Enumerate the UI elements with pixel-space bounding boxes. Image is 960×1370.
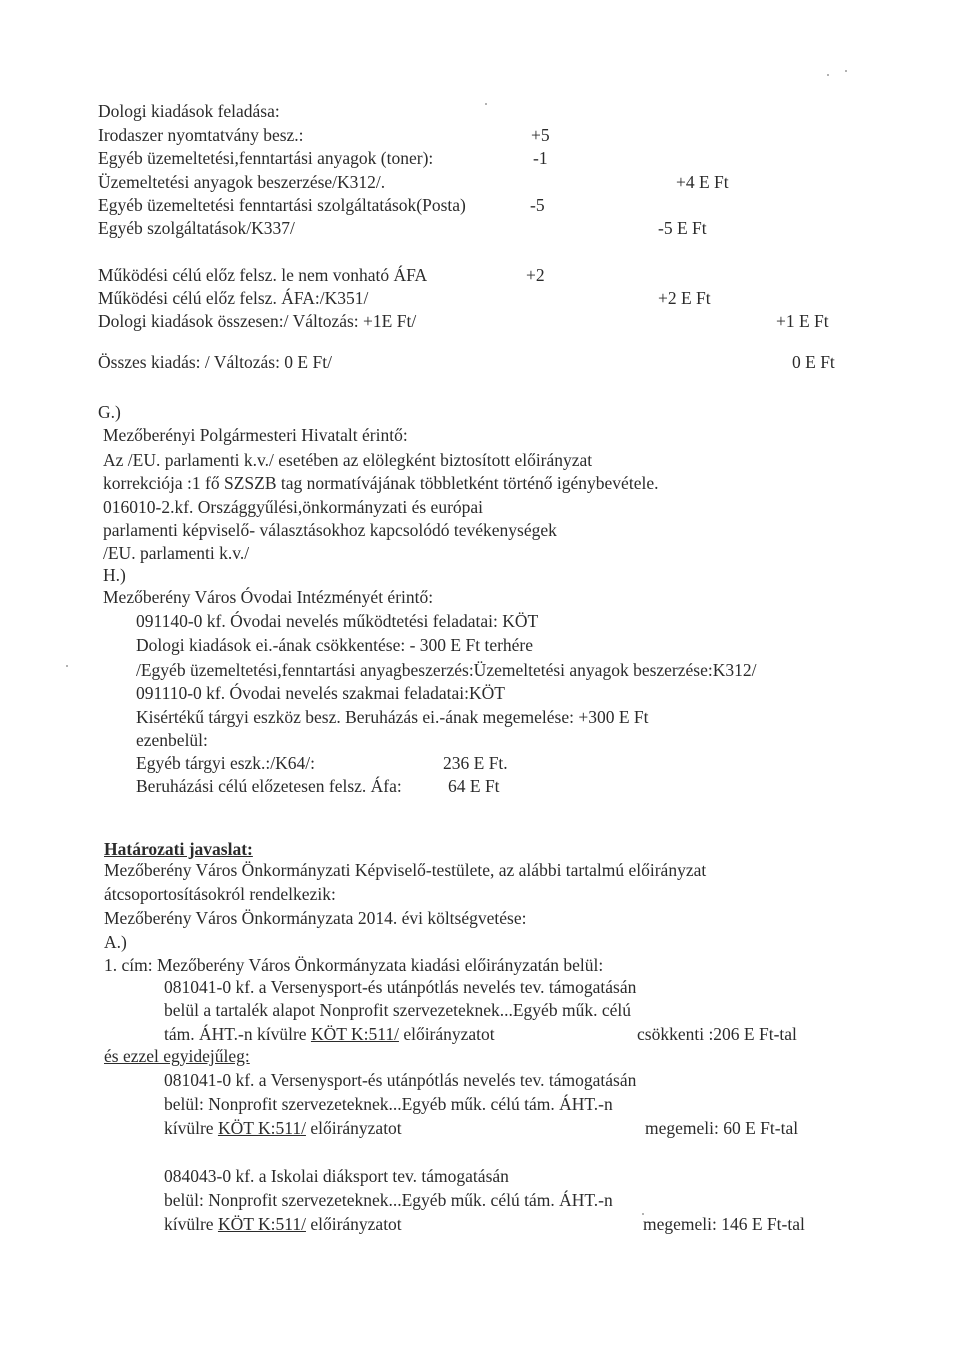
section-h-line: Mezőberény Város Óvodai Intézményét érintő:: [103, 587, 434, 607]
resolution-line: Mezőberény Város Önkormányzata 2014. évi költségvetése:: [104, 908, 527, 928]
section-g-line: 016010-2.kf. Országgyűlési,önkormányzati és európai: [103, 497, 484, 517]
resolution-line: 1. cím: Mezőberény Város Önkormányzata kiadási előirányzatán belül:: [104, 955, 604, 975]
section-g-line: Az /EU. parlamenti k.v./ esetében az elölegként biztosított előirányzat: [103, 450, 593, 470]
text-fragment: előirányzatot: [398, 1024, 495, 1044]
resolution-line: belül: Nonprofit szervezeteknek...Egyéb műk. célú tám. ÁHT.-n: [164, 1094, 613, 1114]
text-fragment: kívülre: [164, 1214, 218, 1234]
scan-speck: [845, 70, 847, 72]
resolution-line: átcsoportosításokról rendelkezik:: [104, 884, 336, 904]
egyeb-targyi-value: 236 E Ft.: [443, 753, 508, 773]
kot-code: KÖT K:511/: [217, 1214, 306, 1234]
irodaszer-value: +5: [531, 125, 550, 145]
text-fragment: előirányzatot: [305, 1118, 402, 1138]
megemeli-amount: megemeli: 146 E Ft-tal: [643, 1214, 805, 1234]
resolution-line: 084043-0 kf. a Iskolai diáksport tev. támogatásán: [164, 1166, 509, 1186]
toner-line: Egyéb üzemeltetési,fenntartási anyagok (toner):: [98, 148, 434, 168]
resolution-line: belül: Nonprofit szervezeteknek...Egyéb műk. célú tám. ÁHT.-n: [164, 1190, 613, 1210]
section-h-label: H.): [103, 565, 126, 585]
scan-speck: [66, 665, 68, 667]
section-h-line: Dologi kiadások ei.-ának csökkentése: - 300 E Ft terhére: [136, 635, 534, 655]
resolution-line: 081041-0 kf. a Versenysport-és utánpótlás nevelés tev. támogatásán: [164, 1070, 637, 1090]
afa-k351-total: +2 E Ft: [658, 288, 711, 308]
text-fragment: előirányzatot: [305, 1214, 402, 1234]
text-fragment: kívülre: [164, 1118, 218, 1138]
beruhazasi-afa-line: Beruházási célú előzetesen felsz. Áfa:: [136, 776, 402, 796]
section-g-line: Mezőberényi Polgármesteri Hivatalt érintő:: [103, 425, 408, 445]
egyeb-targyi-line: Egyéb tárgyi eszk.:/K64/:: [136, 753, 316, 773]
toner-value: -1: [533, 148, 548, 168]
osszes-kiadas-total: 0 E Ft: [792, 352, 835, 372]
section-h-line: Kisértékű tárgyi eszköz besz. Beruházás ei.-ának megemelése: +300 E Ft: [136, 707, 649, 727]
section-h-line: /Egyéb üzemeltetési,fenntartási anyagbeszerzés:Üzemeltetési anyagok beszerzése:K312/: [136, 660, 757, 680]
uzemeltetesi-line: Üzemeltetési anyagok beszerzése/K312/.: [98, 172, 386, 192]
section-g-label: G.): [98, 402, 121, 422]
afa-nem-vonhato-line: Működési célú előz felsz. le nem vonható ÁFA: [98, 265, 428, 285]
resolution-heading: Határozati javaslat:: [104, 839, 253, 859]
kot-code: KÖT K:511/: [217, 1118, 306, 1138]
scan-speck: [827, 74, 829, 76]
szolgaltatasok-line: Egyéb szolgáltatások/K337/: [98, 218, 295, 238]
es-ezzel-egyidejuleg: és ezzel egyidejűleg:: [104, 1046, 250, 1066]
osszes-kiadas-line: Összes kiadás: / Változás: 0 E Ft/: [98, 352, 332, 372]
csokkenti-amount: csökkenti :206 E Ft-tal: [637, 1024, 797, 1044]
uzemeltetesi-total: +4 E Ft: [676, 172, 729, 192]
section-g-line: parlamenti képviselő- választásokhoz kapcsolódó tevékenységek: [103, 520, 557, 540]
kot-code: KÖT K:511/: [310, 1024, 399, 1044]
section-g-line: /EU. parlamenti k.v./: [103, 543, 250, 563]
irodaszer-line: Irodaszer nyomtatvány besz.:: [98, 125, 304, 145]
text-fragment: tám. ÁHT.-n kívülre: [164, 1024, 311, 1044]
resolution-line: [164, 1118, 402, 1138]
resolution-line: belül a tartalék alapot Nonprofit szervezeteknek...Egyéb műk. célú: [164, 1000, 631, 1020]
dologi-heading: Dologi kiadások feladása:: [98, 101, 280, 121]
megemeli-amount: megemeli: 60 E Ft-tal: [645, 1118, 799, 1138]
section-h-line: ezenbelül:: [136, 730, 208, 750]
scan-speck: [485, 103, 487, 105]
section-a-label: A.): [104, 932, 127, 952]
afa-k351-line: Működési célú előz felsz. ÁFA:/K351/: [98, 288, 369, 308]
section-h-line: 091140-0 kf. Óvodai nevelés működtetési feladatai: KÖT: [136, 611, 539, 631]
szolgaltatasok-total: -5 E Ft: [658, 218, 707, 238]
afa-nem-vonhato-value: +2: [526, 265, 545, 285]
resolution-line: Mezőberény Város Önkormányzati Képviselő-testülete, az alábbi tartalmú előirányzat: [104, 860, 707, 880]
dologi-osszesen-line: Dologi kiadások összesen:/ Változás: +1E Ft/: [98, 311, 417, 331]
posta-value: -5: [530, 195, 545, 215]
posta-line: Egyéb üzemeltetési fenntartási szolgáltatások(Posta): [98, 195, 466, 215]
section-h-line: 091110-0 kf. Óvodai nevelés szakmai feladatai:KÖT: [136, 683, 505, 703]
resolution-line: 081041-0 kf. a Versenysport-és utánpótlás nevelés tev. támogatásán: [164, 977, 637, 997]
dologi-osszesen-total: +1 E Ft: [776, 311, 829, 331]
section-g-line: korrekciója :1 fő SZSZB tag normatívájának többletként történő igénybevétele.: [103, 473, 659, 493]
resolution-line: [164, 1024, 495, 1044]
beruhazasi-afa-value: 64 E Ft: [448, 776, 500, 796]
resolution-line: [164, 1214, 402, 1234]
